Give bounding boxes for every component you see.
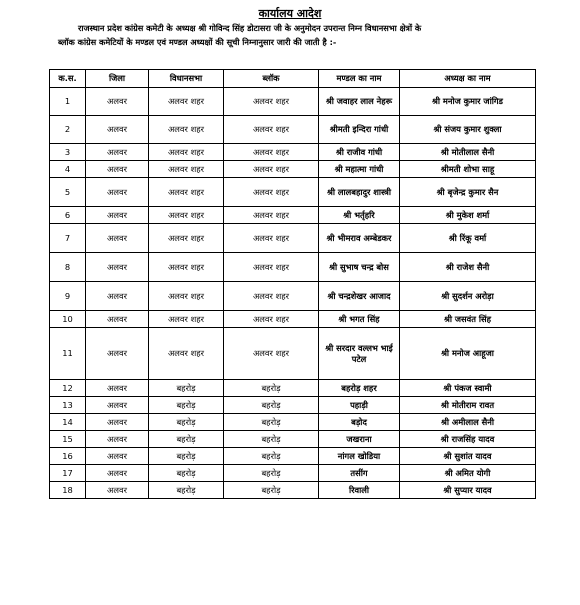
cell-district: अलवर [86,431,149,448]
mandal-list-table [49,69,536,499]
cell-block: बहरोड़ [224,397,319,414]
cell-serial: 10 [50,311,86,328]
cell-district: अलवर [86,178,149,207]
intro-line-2: ब्लॉक कांग्रेस कमेटियों के मण्डल एवं मण्डल अध्यक्षों की सूची निम्नानुसार जारी की जाती है :- [58,37,337,47]
table-row [50,161,536,178]
cell-assembly: अलवर शहर [149,253,224,282]
table-row [50,328,536,380]
cell-serial: 11 [50,328,86,380]
table-row [50,88,536,116]
cell-district: अलवर [86,224,149,253]
cell-president: श्री राजेश सैनी [400,253,536,282]
header-assembly: विधानसभा [149,70,224,88]
cell-block: अलवर शहर [224,88,319,116]
cell-assembly: बहरोड़ [149,380,224,397]
intro-paragraph [58,21,518,49]
cell-block: बहरोड़ [224,482,319,499]
cell-president: श्री सुशांत यादव [400,448,536,465]
table-header-row [50,70,536,88]
cell-mandal: बहरोड़ शहर [319,380,400,397]
table-row [50,311,536,328]
cell-serial: 18 [50,482,86,499]
cell-district: अलवर [86,161,149,178]
cell-serial: 1 [50,88,86,116]
table-row [50,116,536,144]
cell-assembly: बहरोड़ [149,465,224,482]
cell-mandal: श्री भर्तृहरि [319,207,400,224]
cell-block: अलवर शहर [224,224,319,253]
cell-president: श्री अमीलाल सैनी [400,414,536,431]
cell-president: श्री संजय कुमार शुक्ला [400,116,536,144]
cell-district: अलवर [86,414,149,431]
cell-mandal: पहाड़ी [319,397,400,414]
cell-president: श्री मोतीराम रावत [400,397,536,414]
cell-assembly: बहरोड़ [149,482,224,499]
cell-assembly: बहरोड़ [149,448,224,465]
cell-serial: 7 [50,224,86,253]
table-row [50,178,536,207]
intro-line-1: राजस्थान प्रदेश कांग्रेस कमेटी के अध्यक्ष श्री गोविन्द सिंह डोटासरा जी के अनुमोदन उपरान्त निम्न विधानसभा क्षेत्रों के [78,23,422,33]
cell-assembly: अलवर शहर [149,311,224,328]
table-body [50,88,536,499]
table-row [50,397,536,414]
table-row [50,282,536,311]
cell-serial: 9 [50,282,86,311]
cell-mandal: रिवाली [319,482,400,499]
header-district: जिला [86,70,149,88]
header-block: ब्लॉक [224,70,319,88]
cell-block: अलवर शहर [224,328,319,380]
cell-mandal: नांगल खोडिया [319,448,400,465]
cell-block: अलवर शहर [224,144,319,161]
table-row [50,144,536,161]
cell-president: श्री राजसिंह यादव [400,431,536,448]
cell-district: अलवर [86,397,149,414]
table-row [50,207,536,224]
cell-president: श्री अमित योगी [400,465,536,482]
cell-mandal: श्री सुभाष चन्द्र बोस [319,253,400,282]
cell-district: अलवर [86,482,149,499]
cell-block: अलवर शहर [224,253,319,282]
cell-president: श्रीमती शोभा साहू [400,161,536,178]
table-row [50,380,536,397]
cell-mandal: बड़ोद [319,414,400,431]
cell-serial: 2 [50,116,86,144]
cell-assembly: बहरोड़ [149,414,224,431]
table-row [50,414,536,431]
cell-district: अलवर [86,328,149,380]
cell-serial: 14 [50,414,86,431]
cell-block: अलवर शहर [224,207,319,224]
cell-district: अलवर [86,465,149,482]
cell-mandal: तसींग [319,465,400,482]
cell-mandal: श्री सरदार वल्लभ भाई पटेल [319,328,400,380]
cell-president: श्री जसवंत सिंह [400,311,536,328]
cell-district: अलवर [86,253,149,282]
table-row [50,224,536,253]
cell-assembly: अलवर शहर [149,116,224,144]
cell-block: अलवर शहर [224,161,319,178]
cell-serial: 8 [50,253,86,282]
cell-mandal: श्री चन्द्रशेखर आजाद [319,282,400,311]
cell-president: श्री बृजेन्द्र कुमार सैन [400,178,536,207]
cell-block: अलवर शहर [224,311,319,328]
cell-district: अलवर [86,380,149,397]
table-row [50,448,536,465]
cell-president: श्री मनोज आहूजा [400,328,536,380]
cell-block: बहरोड़ [224,431,319,448]
cell-district: अलवर [86,116,149,144]
cell-serial: 12 [50,380,86,397]
cell-president: श्री पंकज स्वामी [400,380,536,397]
cell-assembly: बहरोड़ [149,397,224,414]
cell-president: श्री मुकेश शर्मा [400,207,536,224]
cell-mandal: जखराना [319,431,400,448]
cell-assembly: अलवर शहर [149,328,224,380]
header-mandal: मण्डल का नाम [319,70,400,88]
cell-block: बहरोड़ [224,448,319,465]
cell-district: अलवर [86,311,149,328]
table-row [50,465,536,482]
cell-president: श्री सुप्यार यादव [400,482,536,499]
table-row [50,253,536,282]
cell-district: अलवर [86,88,149,116]
cell-district: अलवर [86,282,149,311]
cell-president: श्री मनोज कुमार जांगिड [400,88,536,116]
cell-serial: 3 [50,144,86,161]
cell-assembly: अलवर शहर [149,161,224,178]
cell-mandal: श्री महात्मा गांधी [319,161,400,178]
cell-mandal: श्री भगत सिंह [319,311,400,328]
cell-serial: 5 [50,178,86,207]
cell-block: बहरोड़ [224,465,319,482]
header-serial: क.स. [50,70,86,88]
cell-block: बहरोड़ [224,380,319,397]
table-row [50,431,536,448]
table-row [50,482,536,499]
cell-assembly: अलवर शहर [149,282,224,311]
cell-district: अलवर [86,448,149,465]
cell-assembly: अलवर शहर [149,207,224,224]
cell-serial: 6 [50,207,86,224]
cell-assembly: अलवर शहर [149,178,224,207]
cell-assembly: अलवर शहर [149,144,224,161]
cell-assembly: अलवर शहर [149,88,224,116]
cell-mandal: श्री भीमराव अम्बेडकर [319,224,400,253]
cell-serial: 16 [50,448,86,465]
cell-mandal: श्री लालबहादुर शास्त्री [319,178,400,207]
document-heading: कार्यालय आदेश [258,7,322,20]
cell-president: श्री रिंकू वर्मा [400,224,536,253]
cell-block: अलवर शहर [224,282,319,311]
cell-district: अलवर [86,207,149,224]
cell-serial: 17 [50,465,86,482]
cell-serial: 15 [50,431,86,448]
cell-serial: 13 [50,397,86,414]
cell-assembly: अलवर शहर [149,224,224,253]
header-president: अध्यक्ष का नाम [400,70,536,88]
cell-block: अलवर शहर [224,178,319,207]
cell-mandal: श्रीमती इन्दिरा गांधी [319,116,400,144]
cell-assembly: बहरोड़ [149,431,224,448]
cell-serial: 4 [50,161,86,178]
cell-district: अलवर [86,144,149,161]
cell-mandal: श्री जवाहर लाल नेहरू [319,88,400,116]
cell-president: श्री मोतीलाल सैनी [400,144,536,161]
cell-mandal: श्री राजीव गांधी [319,144,400,161]
cell-president: श्री सुदर्शन अरोड़ा [400,282,536,311]
cell-block: अलवर शहर [224,116,319,144]
cell-block: बहरोड़ [224,414,319,431]
